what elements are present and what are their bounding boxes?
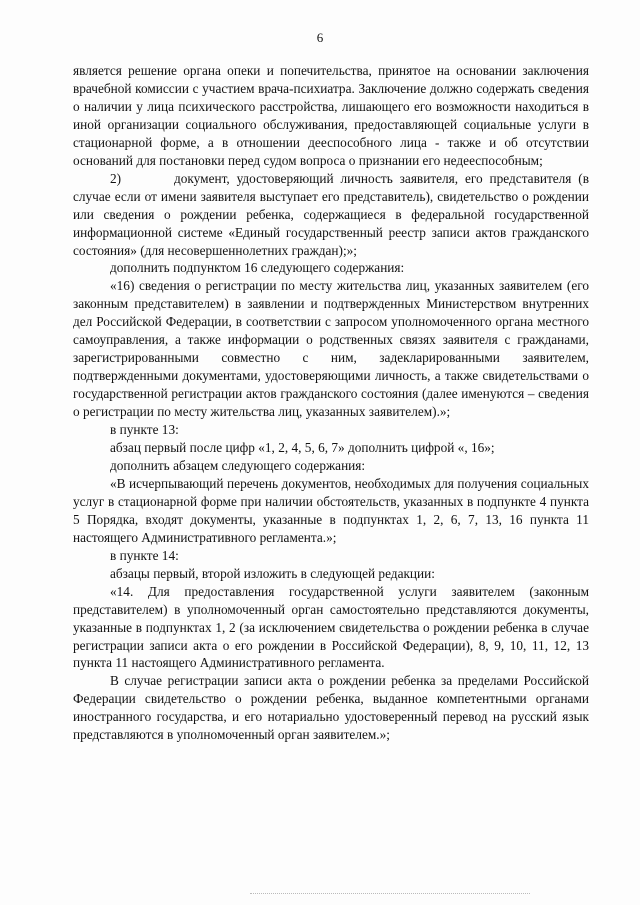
scan-artifact bbox=[250, 893, 530, 896]
paragraph: абзацы первый, второй изложить в следующей редакции: bbox=[110, 565, 435, 581]
paragraph: в пункте 14: bbox=[110, 547, 179, 563]
list-item-text: документ, удостоверяющий личность заявителя, его представителя (в случае если от имени заявителя выступает его представитель), свидетельство о рождении или сведения о рождении ребенка, содержащиеся в федеральной государственной информационной системе «Единый государственный реестр записи актов гражданского состояния» (для несовершеннолетних граждан);»; bbox=[73, 170, 589, 258]
quoted-item-14: «14. Для предоставления государственной услуги заявителем (законным представителем) в уполномоченный орган самостоятельно представляются документы, указанные в подпунктах 1, 2 (за исключением свидетельства о рождении ребенка в случае регистрации записи акта о его рождении в Российской Федерации), 8, 9, 10, 11, 12, 13 пункта 11 настоящего Административного регламента. bbox=[73, 583, 589, 671]
paragraph: В случае регистрации записи акта о рождении ребенка за пределами Российской Федерации свидетельство о рождении ребенка, выданное компетентными органами иностранного государства, и его нотариально удостоверенный перевод на русский язык представляются в уполномоченный орган заявителем.»; bbox=[73, 673, 589, 743]
paragraph: абзац первый после цифр «1, 2, 4, 5, 6, 7» дополнить цифрой «, 16»; bbox=[110, 440, 495, 456]
quoted-subitem-16: «16) сведения о регистрации по месту жительства лиц, указанных заявителем (его законным представителем) в заявлении и подтвержденных Министерством внутренних дел Российской Федерации, в соответствии с запросом уполномоченного органа местного самоуправления, а также информации о родственных связях заявителя с гражданами, зарегистрированными совместно с ним, задекларированными заявителем, подтвержденными документами, удостоверяющими личность, а также свидетельствами о государственной регистрации актов гражданского состояния (далее именуются – сведения о регистрации по месту жительства лиц, указанных заявителем).»; bbox=[73, 278, 589, 420]
document-body bbox=[73, 62, 589, 744]
paragraph: дополнить подпунктом 16 следующего содержания: bbox=[110, 260, 405, 276]
page-number: 6 bbox=[316, 30, 324, 45]
list-item-2 bbox=[73, 170, 589, 260]
paragraph: в пункте 13: bbox=[110, 422, 179, 438]
list-item-number: 2) bbox=[110, 170, 122, 186]
paragraph: дополнить абзацем следующего содержания: bbox=[110, 457, 366, 473]
quoted-paragraph: «В исчерпывающий перечень документов, необходимых для получения социальных услуг в стационарной форме при наличии обстоятельств, указанных в подпункте 4 пункта 5 Порядка, входят документы, указанные в подпунктах 1, 2, 6, 7, 13, 16 пункта 11 настоящего Административного регламента.»; bbox=[73, 475, 589, 545]
paragraph: является решение органа опеки и попечительства, принятое на основании заключения врачебной комиссии с участием врача-психиатра. Заключение должно содержать сведения о наличии у лица психического расстройства, лишающего его возможности находиться в иной организации социального обслуживания, предоставляющей социальные услуги в стационарной форме, а в отношении дееспособного лица - также и об отсутствии оснований для постановки перед судом вопроса о признании его недееспособным; bbox=[73, 63, 589, 168]
